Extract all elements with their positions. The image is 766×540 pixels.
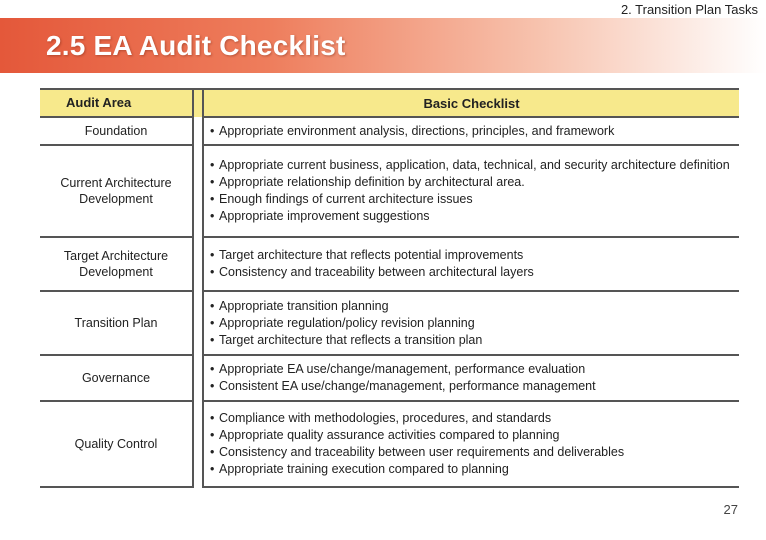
checklist-item [210, 378, 731, 395]
table-row [40, 355, 739, 401]
bullet-icon: • [210, 248, 215, 262]
bullet-icon: • [210, 445, 215, 459]
column-header-basic-checklist: Basic Checklist [203, 89, 739, 117]
checklist-item-text: Compliance with methodologies, procedures, and standards [219, 411, 552, 425]
bullet-icon: • [210, 192, 215, 206]
audit-area-cell: Governance [40, 355, 193, 401]
bullet-icon: • [210, 209, 215, 223]
checklist-item-text: Appropriate current business, application, data, technical, and security architecture definition [219, 158, 730, 172]
checklist-item-text: Appropriate EA use/change/management, performance evaluation [219, 362, 586, 376]
checklist-item [210, 444, 731, 461]
checklist-item [210, 208, 731, 225]
bullet-icon: • [210, 158, 215, 172]
checklist-item-text: Target architecture that reflects potential improvements [219, 248, 524, 262]
checklist-item [210, 361, 731, 378]
checklist-item [210, 191, 731, 208]
column-gap [193, 89, 203, 117]
bullet-icon: • [210, 298, 215, 313]
column-gap [193, 117, 203, 145]
checklist-item-text: Appropriate regulation/policy revision planning [219, 315, 475, 330]
column-header-audit-area: Audit Area [40, 89, 193, 117]
checklist-item [210, 123, 731, 140]
checklist-item [210, 427, 731, 444]
bullet-icon: • [210, 332, 215, 347]
bullet-icon: • [210, 462, 215, 476]
bullet-icon: • [210, 265, 215, 279]
checklist-item-text: Appropriate transition planning [219, 298, 389, 313]
bullet-icon: • [210, 362, 215, 376]
checklist-item [210, 174, 731, 191]
checklist-item-text: Appropriate improvement suggestions [219, 209, 430, 223]
checklist-cell [203, 145, 739, 237]
checklist-item-text: Appropriate relationship definition by architectural area. [219, 175, 525, 189]
column-gap [193, 145, 203, 237]
table-row [40, 145, 739, 237]
checklist-item [210, 410, 731, 427]
table-row [40, 291, 739, 355]
column-gap [193, 237, 203, 291]
audit-area-cell: Current Architecture Development [40, 145, 193, 237]
bullet-icon: • [210, 123, 215, 138]
column-gap [193, 401, 203, 487]
checklist-item [210, 157, 731, 174]
checklist-item [210, 461, 731, 478]
checklist-item-text: Consistency and traceability between user requirements and deliverables [219, 445, 625, 459]
audit-area-cell: Quality Control [40, 401, 193, 487]
checklist-item-text: Appropriate quality assurance activities compared to planning [219, 428, 560, 442]
checklist-item [210, 264, 731, 281]
bullet-icon: • [210, 175, 215, 189]
section-label: 2. Transition Plan Tasks [620, 2, 758, 17]
checklist-item-text: Appropriate training execution compared to planning [219, 462, 509, 476]
audit-checklist-table [40, 88, 739, 488]
audit-area-cell: Foundation [40, 117, 193, 145]
checklist-item [210, 332, 731, 349]
audit-area-cell: Target Architecture Development [40, 237, 193, 291]
checklist-cell [203, 401, 739, 487]
checklist-item [210, 247, 731, 264]
page-title: 2.5 EA Audit Checklist [46, 30, 346, 61]
checklist-item [210, 298, 731, 315]
audit-area-cell: Transition Plan [40, 291, 193, 355]
checklist-item-text: Consistency and traceability between architectural layers [219, 265, 534, 279]
table-header-row [40, 89, 739, 117]
bullet-icon: • [210, 411, 215, 425]
bullet-icon: • [210, 379, 215, 393]
checklist-cell [203, 237, 739, 291]
checklist-item-text: Consistent EA use/change/management, performance management [219, 379, 596, 393]
checklist-item-text: Enough findings of current architecture issues [219, 192, 473, 206]
checklist-cell [203, 291, 739, 355]
bullet-icon: • [210, 428, 215, 442]
checklist-item-text: Target architecture that reflects a transition plan [219, 332, 483, 347]
table-row [40, 401, 739, 487]
table-row [40, 117, 739, 145]
column-gap [193, 355, 203, 401]
checklist-cell [203, 117, 739, 145]
checklist-item-text: Appropriate environment analysis, directions, principles, and framework [219, 123, 615, 138]
checklist-item [210, 315, 731, 332]
bullet-icon: • [210, 315, 215, 330]
column-gap [193, 291, 203, 355]
page-number: 27 [723, 502, 738, 517]
checklist-cell [203, 355, 739, 401]
table-row [40, 237, 739, 291]
